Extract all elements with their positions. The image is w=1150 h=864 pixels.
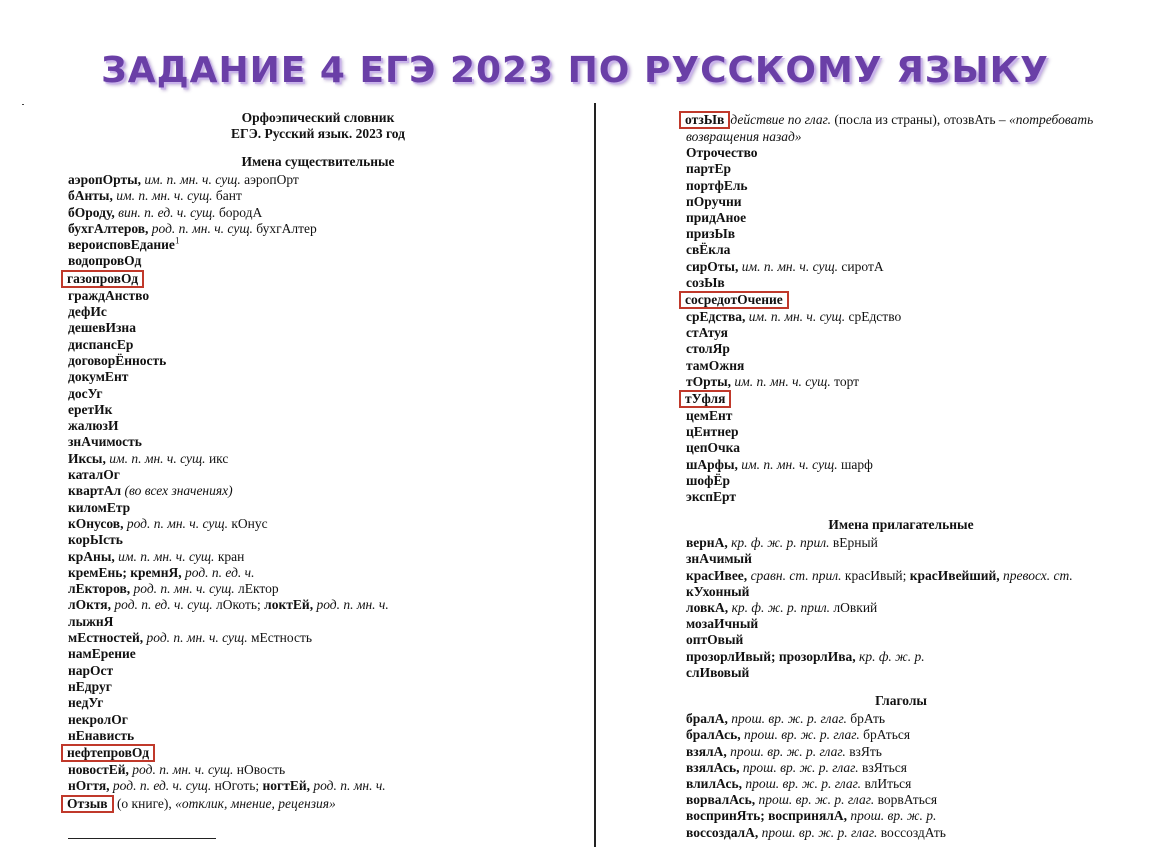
dictionary-entry	[68, 646, 568, 662]
headword: слИвовый	[686, 664, 750, 680]
plain-text: торт	[830, 373, 860, 389]
doc-title: Орфоэпический словник	[241, 110, 395, 125]
plain-text: бородА	[215, 204, 263, 220]
section-verbs: Глаголы	[875, 693, 927, 709]
dictionary-entry	[686, 210, 1136, 226]
headword: Отрочество	[686, 145, 758, 161]
headword: докумЕнт	[68, 369, 129, 385]
headword: воспринЯть; воспринялА,	[686, 808, 847, 824]
noun-list-continued	[686, 111, 1136, 505]
headword: каталОг	[68, 467, 120, 483]
grammar-note: род. п. ед. ч. сущ.	[111, 597, 213, 613]
dictionary-entry	[68, 614, 568, 630]
dictionary-entry	[68, 288, 568, 304]
plain-text: отозвАть –	[943, 112, 1009, 127]
plain-text: аэропОрт	[240, 172, 299, 187]
headword: кУхонный	[686, 583, 750, 599]
headword: Иксы,	[68, 450, 106, 466]
headword: новостЕй,	[68, 762, 129, 778]
headword: вернА,	[686, 535, 728, 551]
plain-text: вЕрный	[829, 535, 878, 551]
headword: ногтЕй,	[262, 778, 310, 794]
headword: водопровОд	[68, 253, 142, 269]
grammar-note: прош. вр. ж. р. глаг.	[740, 727, 860, 743]
dictionary-entry	[68, 353, 568, 369]
grammar-note: сравн. ст. прил.	[747, 567, 842, 583]
grammar-note: кр. ф. ж. р.	[855, 648, 925, 664]
grammar-note: род. п. мн. ч.	[313, 597, 389, 613]
dictionary-entry	[68, 483, 568, 499]
dictionary-entry	[68, 467, 568, 483]
grammar-note: прош. вр. ж. р.	[846, 808, 937, 824]
headword: мозаИчный	[686, 616, 759, 632]
dictionary-entry	[686, 129, 1136, 145]
highlight-box	[679, 291, 789, 309]
dictionary-entry	[686, 111, 1136, 129]
headword: корЫсть	[68, 532, 123, 548]
dictionary-entry	[68, 402, 568, 418]
dictionary-entry	[686, 145, 1136, 161]
headword: шАрфы,	[686, 456, 738, 472]
headword: оптОвый	[686, 632, 744, 648]
grammar-note: прош. вр. ж. р. глаг.	[755, 792, 875, 808]
grammar-note: кр. ф. ж. р. прил.	[728, 600, 831, 616]
dictionary-entry	[686, 760, 1136, 776]
headword: шофЁр	[686, 472, 731, 488]
dictionary-entry	[686, 291, 1136, 309]
dictionary-entry	[68, 744, 568, 762]
headword: дефИс	[68, 304, 107, 320]
grammar-note: вин. п. ед. ч. сущ.	[114, 204, 216, 220]
doc-subtitle: ЕГЭ. Русский язык. 2023 год	[231, 126, 405, 141]
dictionary-entry	[68, 500, 568, 516]
grammar-note: им. п. мн. ч. сущ.	[141, 172, 241, 187]
dictionary-entry	[68, 304, 568, 320]
headword: бАнты,	[68, 188, 113, 204]
verb-list	[686, 711, 1136, 841]
dictionary-entry	[686, 776, 1136, 792]
grammar-note: (во всех значениях)	[121, 483, 233, 499]
dictionary-entry	[686, 226, 1136, 242]
dictionary-entry	[68, 597, 568, 613]
headword: досУг	[68, 385, 103, 401]
dictionary-entry	[68, 172, 568, 188]
plain-text: кран	[214, 548, 245, 564]
dictionary-entry	[686, 649, 1136, 665]
dictionary-entry	[68, 778, 568, 794]
dictionary-entry	[686, 440, 1136, 456]
headword: сосредотОчение	[685, 292, 783, 308]
plain-text: воссоздАть	[877, 824, 946, 840]
footnote-rule	[68, 838, 216, 839]
headword: ворвалАсь,	[686, 792, 756, 808]
plain-text: брАться	[859, 727, 911, 743]
plain-text: бант	[212, 188, 242, 204]
dictionary-entry	[68, 762, 568, 778]
grammar-note: превосх. ст.	[999, 567, 1073, 583]
dictionary-entry	[686, 568, 1136, 584]
headword: свЁкла	[686, 242, 731, 258]
headword: лЕкторов,	[68, 581, 131, 597]
headword: прозорлИвый; прозорлИва,	[686, 648, 856, 664]
dictionary-entry	[686, 727, 1136, 743]
dictionary-entry	[68, 565, 568, 581]
headword: квартАл	[68, 483, 122, 499]
section-nouns: Имена существительные	[241, 154, 395, 169]
dictionary-entry	[68, 320, 568, 336]
left-column	[68, 110, 568, 813]
dictionary-entry	[68, 369, 568, 385]
headword: бралА,	[686, 711, 728, 727]
dictionary-entry	[686, 616, 1136, 632]
grammar-note: род. п. мн. ч.	[309, 778, 386, 794]
dictionary-entry	[686, 600, 1136, 616]
grammar-note: род. п. мн. ч. сущ.	[123, 515, 228, 531]
dictionary-entry	[686, 808, 1136, 824]
grammar-note: им. п. мн. ч. сущ.	[112, 188, 213, 204]
headword: нефтепровОд	[67, 745, 150, 761]
dictionary-entry	[68, 532, 568, 548]
dictionary-entry	[686, 632, 1136, 648]
headword: знАчимый	[686, 551, 752, 567]
grammar-note: им. п. мн. ч. сущ.	[745, 309, 846, 325]
dictionary-entry	[686, 242, 1136, 258]
headword: созЫв	[686, 274, 725, 290]
column-divider	[594, 103, 596, 847]
headword: граждАнство	[68, 287, 150, 303]
grammar-note: им. п. мн. ч. сущ.	[105, 450, 206, 466]
dictionary-entry	[686, 325, 1136, 341]
headword: красИвее,	[686, 567, 748, 583]
dictionary-entry	[686, 374, 1136, 390]
headword: придАное	[686, 210, 747, 226]
plain-text: ворвАться	[874, 792, 938, 808]
dictionary-entry	[686, 341, 1136, 357]
headword: тамОжня	[686, 357, 745, 373]
grammar-note: род. п. мн. ч. сущ.	[130, 581, 235, 597]
dictionary-entry	[686, 584, 1136, 600]
dictionary-entry	[686, 275, 1136, 291]
dictionary-entry	[686, 424, 1136, 440]
headword: взялАсь,	[686, 759, 740, 775]
plain-text: лОвкий	[830, 600, 878, 616]
grammar-note: им. п. мн. ч. сущ.	[738, 258, 839, 274]
plain-text: кОнус	[227, 515, 268, 531]
dictionary-entry	[68, 205, 568, 221]
dictionary-entry	[68, 630, 568, 646]
dictionary-entry	[68, 237, 568, 253]
dictionary-entry	[68, 418, 568, 434]
headword: сирОты,	[686, 258, 739, 274]
dictionary-entry	[686, 178, 1136, 194]
headword: экспЕрт	[686, 489, 737, 505]
dictionary-entry	[68, 728, 568, 744]
headword: газопровОд	[67, 270, 139, 286]
plain-text: лОкоть;	[212, 597, 265, 613]
grammar-note: «потребовать	[1008, 112, 1094, 127]
plain-text: сиротА	[838, 258, 884, 274]
dictionary-entry	[68, 712, 568, 728]
grammar-note: прош. вр. ж. р. глаг.	[726, 743, 846, 759]
dictionary-entry	[68, 270, 568, 288]
headword: тОрты,	[686, 373, 732, 389]
dictionary-entry	[68, 434, 568, 450]
headword: воссоздалА,	[686, 824, 759, 840]
headword: нОгтя,	[68, 778, 110, 794]
right-column	[686, 111, 1136, 841]
grammar-note: прош. вр. ж. р. глаг.	[727, 711, 847, 727]
dictionary-entry	[686, 792, 1136, 808]
dictionary-entry	[68, 663, 568, 679]
dictionary-entry	[68, 253, 568, 269]
headword: цепОчка	[686, 440, 740, 456]
stray-mark	[22, 104, 24, 105]
headword: взялА,	[686, 743, 727, 759]
headword: аэропОрты,	[68, 172, 141, 187]
dictionary-entry	[686, 194, 1136, 210]
headword: столЯр	[686, 341, 730, 357]
headword: портфЕль	[686, 177, 748, 193]
dictionary-entry	[68, 695, 568, 711]
plain-text: красИвый;	[841, 567, 910, 583]
grammar-note: прош. вр. ж. р. глаг.	[741, 775, 862, 791]
headword: лОктя,	[68, 597, 111, 613]
plain-text: брАть	[846, 711, 886, 727]
dictionary-entry	[686, 161, 1136, 177]
plain-text: нОвость	[233, 762, 286, 778]
plain-text: нОготь;	[211, 778, 263, 794]
headword: некролОг	[68, 711, 128, 727]
headword: намЕрение	[68, 646, 136, 662]
highlight-box	[61, 795, 114, 813]
headword: жалюзИ	[68, 418, 119, 434]
grammar-note: род. п. мн. ч. сущ.	[148, 220, 253, 236]
headword: стАтуя	[686, 325, 728, 341]
dictionary-entry	[686, 489, 1136, 505]
plain-text: (о книге),	[113, 795, 176, 811]
dictionary-entry	[686, 390, 1136, 408]
dictionary-entry	[68, 386, 568, 402]
dictionary-entry	[68, 795, 568, 813]
dictionary-entry	[68, 516, 568, 532]
headword: призЫв	[686, 226, 736, 242]
headword: киломЕтр	[68, 499, 131, 515]
headword: локтЕй,	[264, 597, 314, 613]
dictionary-entry	[686, 711, 1136, 727]
dictionary-entry	[68, 679, 568, 695]
section-adjectives: Имена прилагательные	[828, 517, 974, 533]
headword: тУфля	[685, 391, 726, 407]
grammar-note: прош. вр. ж. р. глаг.	[739, 759, 859, 775]
highlight-box	[679, 111, 730, 129]
page-title: ЗАДАНИЕ 4 ЕГЭ 2023 ПО РУССКОМУ ЯЗЫКУ	[101, 50, 1049, 91]
headword: знАчимость	[68, 434, 142, 450]
headword: цЕнтнер	[686, 424, 739, 440]
headword: крАны,	[68, 548, 115, 564]
grammar-note: род. п. ед. ч. сущ.	[109, 778, 212, 794]
dictionary-entry	[68, 188, 568, 204]
plain-text: взЯть	[845, 743, 882, 759]
headword: вероисповЕдание	[68, 237, 175, 253]
dictionary-entry	[68, 581, 568, 597]
headword: отзЫв	[685, 112, 725, 127]
headword: пОручни	[686, 193, 742, 209]
headword: цемЕнт	[686, 408, 733, 424]
dictionary-entry	[686, 259, 1136, 275]
headword: еретИк	[68, 401, 113, 417]
plain-text: лЕктор	[234, 581, 279, 597]
dictionary-entry	[686, 551, 1136, 567]
dictionary-entry	[686, 309, 1136, 325]
plain-text: срЕдство	[845, 309, 902, 325]
grammar-note: прош. вр. ж. р. глаг.	[758, 824, 878, 840]
headword: партЕр	[686, 161, 732, 177]
headword: влилАсь,	[686, 775, 742, 791]
highlight-box	[61, 270, 144, 288]
dictionary-entry	[68, 549, 568, 565]
headword: кремЕнь; кремнЯ,	[68, 564, 182, 580]
grammar-note: род. п. ед. ч.	[181, 564, 255, 580]
headword: бралАсь,	[686, 727, 741, 743]
plain-text: икс	[205, 450, 229, 466]
headword: дешевИзна	[68, 320, 136, 336]
headword: нЕдруг	[68, 678, 112, 694]
headword: мЕстностей,	[68, 630, 144, 646]
grammar-note: им. п. мн. ч. сущ.	[731, 373, 831, 389]
headword: бОроду,	[68, 204, 115, 220]
highlight-box	[61, 744, 155, 762]
headword: кОнусов,	[68, 515, 124, 531]
grammar-note: им. п. мн. ч. сущ.	[737, 456, 838, 472]
grammar-note: возвращения назад»	[686, 129, 802, 144]
headword: недУг	[68, 695, 104, 711]
noun-list	[68, 172, 568, 813]
grammar-note: род. п. мн. ч. сущ.	[143, 630, 248, 646]
highlight-box	[679, 390, 731, 408]
dictionary-entry	[686, 457, 1136, 473]
dictionary-entry	[68, 221, 568, 237]
dictionary-entry	[686, 358, 1136, 374]
headword: договорЁнность	[68, 352, 167, 368]
grammar-note: «отклик, мнение, рецензия»	[175, 795, 336, 811]
headword: ловкА,	[686, 600, 729, 616]
grammar-note: им. п. мн. ч. сущ.	[114, 548, 215, 564]
dictionary-entry	[686, 744, 1136, 760]
dictionary-entry	[686, 408, 1136, 424]
plain-text: взЯться	[858, 759, 907, 775]
headword: бухгАлтеров,	[68, 220, 149, 236]
headword: красИвейший,	[909, 567, 1000, 583]
dictionary-entry	[686, 473, 1136, 489]
plain-text: (посла из страны),	[831, 112, 944, 127]
dictionary-entry	[68, 337, 568, 353]
headword: срЕдства,	[686, 309, 746, 325]
adjective-list	[686, 535, 1136, 681]
plain-text: шарф	[837, 456, 873, 472]
dictionary-entry	[686, 535, 1136, 551]
footnote-mark: 1	[174, 235, 180, 246]
plain-text: бухгАлтер	[252, 220, 317, 236]
headword: лыжнЯ	[68, 613, 114, 629]
headword: диспансЕр	[68, 336, 134, 352]
dictionary-entry	[686, 665, 1136, 681]
grammar-note: действие по глаг.	[730, 112, 832, 127]
headword: нарОст	[68, 662, 114, 678]
plain-text: влИться	[861, 775, 912, 791]
grammar-note: род. п. мн. ч. сущ.	[128, 762, 234, 778]
headword: Отзыв	[67, 795, 108, 811]
headword: нЕнависть	[68, 727, 135, 743]
grammar-note: кр. ф. ж. р. прил.	[727, 535, 830, 551]
dictionary-entry	[686, 825, 1136, 841]
dictionary-entry	[68, 451, 568, 467]
plain-text: мЕстность	[247, 630, 313, 646]
